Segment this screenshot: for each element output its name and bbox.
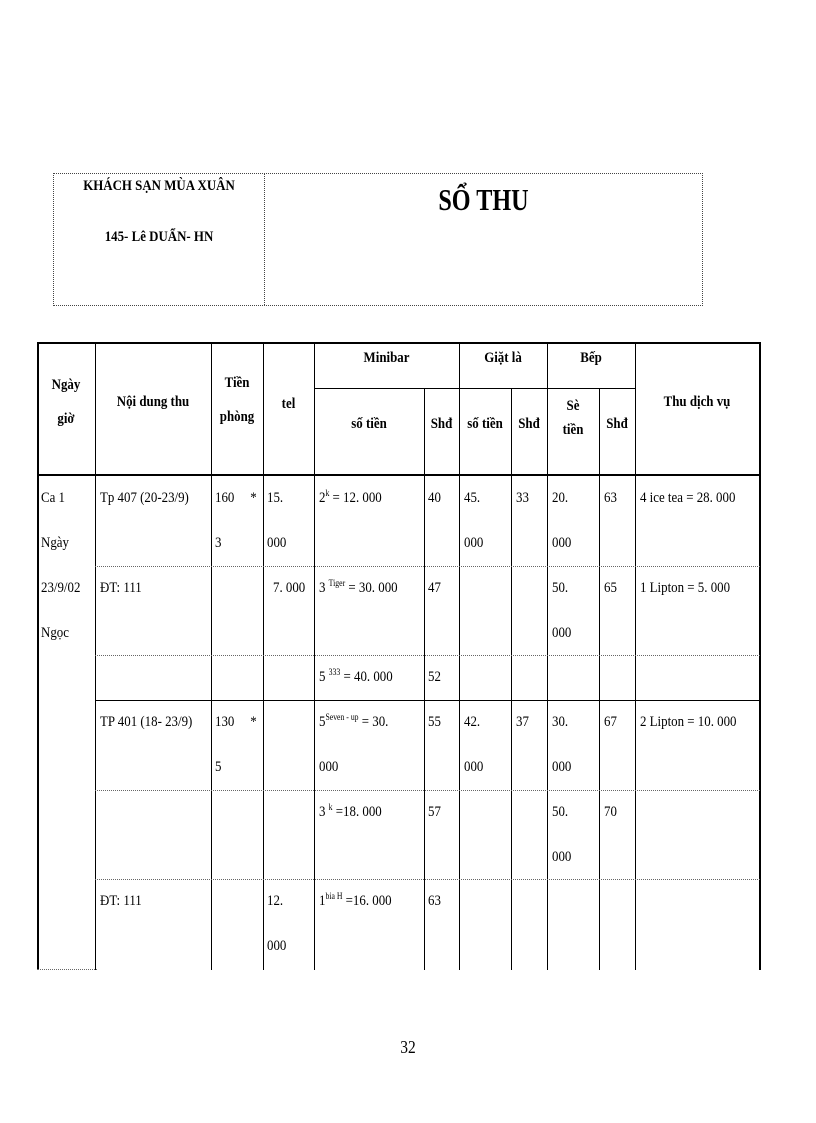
header-kitchen-amount-line1: Sè [566,398,580,414]
minibar-amount: = 12. 000 [329,490,382,506]
minibar-item: k [325,488,330,498]
kitchen-part1: 30. [552,714,569,730]
tel-part2: 000 [267,535,287,551]
minibar-qty: 1 [319,893,326,909]
row2-minibar-no: 47 [428,580,441,596]
row4-minibar [319,700,388,790]
header-date-line1: Ngày [51,377,81,393]
tel-part1: 15. [267,490,284,506]
header-room-line2: phòng [219,409,255,425]
row1-service: 4 ice tea = 28. 000 [640,490,736,506]
tel-part1: 12. [267,893,284,909]
row1-minibar-no: 40 [428,490,441,506]
kitchen-part2: 000 [552,759,572,775]
minibar-amount-line2: 000 [319,759,339,775]
shift: Ca 1 [41,490,66,506]
header-date [41,368,91,436]
date-cell [41,476,80,656]
laundry-part1: 42. [464,714,481,730]
row2-kitchen-no: 65 [604,580,617,596]
row4-minibar-no: 55 [428,714,441,730]
row6-content: ĐT: 111 [100,893,142,909]
row5-minibar [319,790,382,835]
multiply-sign: * [250,714,257,730]
col-divider [211,342,212,970]
row1-kitchen [552,476,571,566]
row5-kitchen [552,790,571,880]
minibar-item: Seven - up [325,712,359,722]
header-box [53,173,703,306]
multiply-sign: * [250,490,257,506]
row1-minibar [319,476,382,521]
row3-minibar-no: 52 [428,669,441,685]
ledger-table [37,342,761,970]
header-kitchen: Bếp [580,350,602,366]
minibar-item: 333 [328,667,341,677]
kitchen-part2: 000 [552,849,572,865]
header-laundry: Giặt là [484,350,522,366]
row6-minibar-no: 63 [428,893,441,909]
date-value: 23/9/02 [41,580,81,596]
col-divider [314,342,315,970]
header-minibar-amount: số tiền [351,416,387,432]
minibar-amount: = 40. 000 [340,669,393,685]
minibar-qty: 5 [319,669,329,685]
hotel-info [54,174,265,305]
header-laundry-amount: số tiền [467,416,503,432]
nights: 5 [215,759,222,775]
row3-minibar [319,655,393,700]
col-divider [547,342,548,970]
col-divider [263,342,264,970]
subheader-line [314,388,636,389]
row2-minibar [319,566,398,611]
header-tel: tel [281,396,296,412]
header-room-line1: Tiền [224,375,250,391]
row5-minibar-no: 57 [428,804,441,820]
minibar-qty: 3 [319,804,329,820]
room-rate: 160 [215,490,235,506]
minibar-item: bia H [325,891,343,901]
row5-kitchen-no: 70 [604,804,617,820]
minibar-qty: 5 [319,714,326,730]
row1-room [215,476,263,566]
header-minibar: Minibar [363,350,410,366]
laundry-part2: 000 [464,535,484,551]
nights: 3 [215,535,222,551]
page-number: 32 [400,1037,416,1057]
row4-kitchen-no: 67 [604,714,617,730]
row6-minibar [319,879,392,924]
hotel-address: 145- Lê DUẨN- HN [104,229,214,245]
kitchen-part1: 50. [552,580,569,596]
row2-kitchen [552,566,571,656]
kitchen-part1: 20. [552,490,569,506]
tel-part2: 000 [267,938,287,954]
row4-laundry-no: 37 [516,714,529,730]
header-kitchen-invoice: Shđ [606,416,628,432]
hotel-name: KHÁCH SẠN MÙA XUÂN [83,178,235,194]
row1-laundry-no: 33 [516,490,529,506]
row-divider [37,969,97,970]
header-content: Nội dung thu [116,394,190,410]
minibar-amount: =16. 000 [342,893,392,909]
col-divider [459,342,460,970]
header-laundry-invoice: Shđ [518,416,540,432]
room-rate: 130 [215,714,235,730]
row1-laundry [464,476,483,566]
row1-kitchen-no: 63 [604,490,617,506]
row2-content: ĐT: 111 [100,580,142,596]
border-left [37,342,39,970]
header-service: Thu dịch vụ [663,394,731,410]
border-right [759,342,761,970]
kitchen-part2: 000 [552,535,572,551]
row4-room [215,700,263,790]
header-room [215,366,260,434]
minibar-amount: = 30. 000 [345,580,398,596]
header-kitchen-amount-line2: tiền [562,422,584,438]
minibar-item: Tiger [328,578,346,588]
row4-service: 2 Lipton = 10. 000 [640,714,737,730]
minibar-item: k [328,802,333,812]
row2-service: 1 Lipton = 5. 000 [640,580,731,596]
row1-content: Tp 407 (20-23/9) [100,490,189,506]
minibar-qty: 2 [319,490,326,506]
laundry-part2: 000 [464,759,484,775]
minibar-qty: 3 [319,580,329,596]
header-date-line2: giờ [57,411,75,427]
header-minibar-invoice: Shđ [430,416,453,432]
kitchen-part2: 000 [552,625,572,641]
col-divider [635,342,636,970]
kitchen-part1: 50. [552,804,569,820]
laundry-part1: 45. [464,490,481,506]
minibar-amount: =18. 000 [332,804,382,820]
staff-name: Ngọc [41,625,69,641]
header-kitchen-amount [551,394,596,442]
row2-tel: 7. 000 [273,580,306,596]
row4-content: TP 401 (18- 23/9) [100,714,193,730]
date-label: Ngày [41,535,69,551]
row1-tel [267,476,286,566]
row6-tel [267,879,286,969]
row4-laundry [464,700,483,790]
page-title: SỔ THU [438,182,529,217]
border-top [37,342,761,344]
col-divider [95,342,96,970]
row4-kitchen [552,700,571,790]
minibar-amount: = 30. [358,714,389,730]
